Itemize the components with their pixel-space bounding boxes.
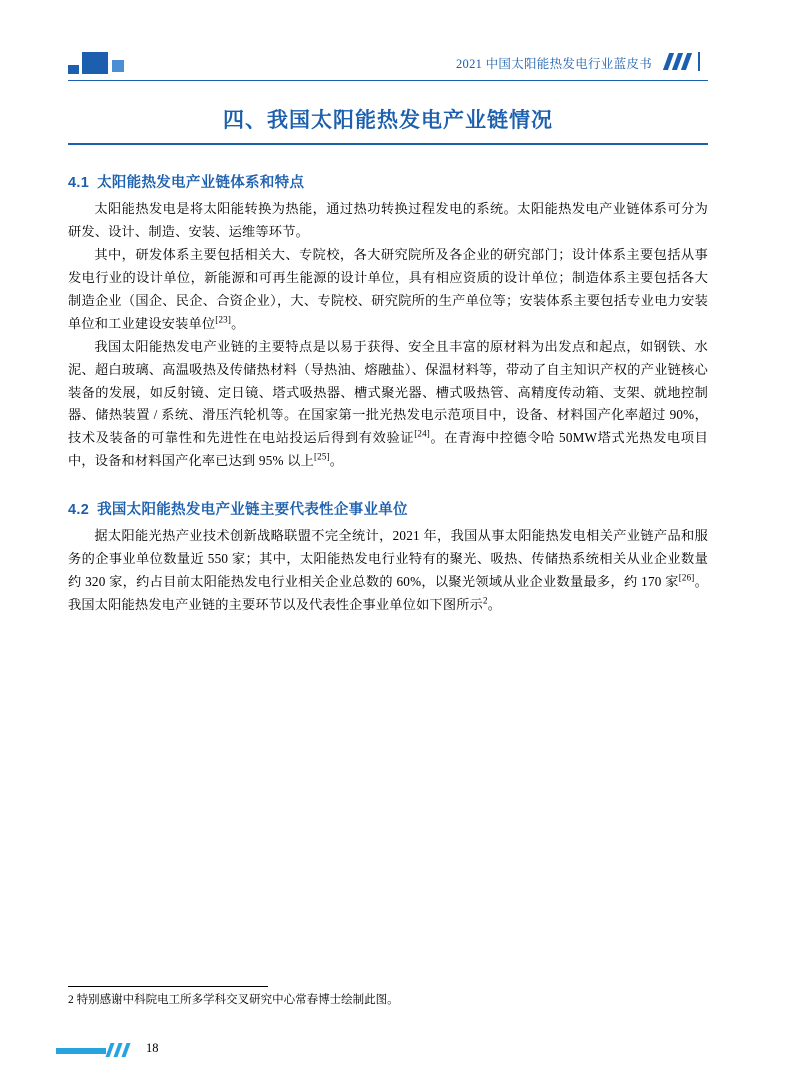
footer-bar-icon — [56, 1048, 106, 1054]
section-number-4-2: 4.2 — [68, 502, 90, 519]
paragraph-4-1-3 — [68, 336, 708, 472]
footer-stripes-icon — [108, 1043, 142, 1057]
paragraph-4-2-1-text2: 。我国太阳能热发电产业链的主要环节以及代表性企事业单位如下图所示 — [68, 573, 708, 612]
paragraph-4-1-3-tail: 。 — [329, 452, 344, 468]
header-title: 2021 中国太阳能热发电行业蓝皮书 — [455, 57, 652, 71]
footnote-divider — [68, 986, 268, 987]
footnote-text: 2 特别感谢中科院电工所多学科交叉研究中心常春博士绘制此图。 — [68, 994, 399, 1006]
stripe — [121, 1043, 130, 1057]
section-title-4-1: 太阳能热发电产业链体系和特点 — [97, 175, 305, 191]
header-stripes-icon — [664, 53, 708, 70]
header-logo-mark — [68, 52, 138, 74]
section-title-4-2: 我国太阳能热发电产业链主要代表性企事业单位 — [97, 502, 408, 519]
paragraph-4-1-2-text: 其中，研发体系主要包括相关大、专院校，各大研究院所及各企业的研究部门；设计体系主要包括从事发电行业的设计单位，新能源和可再生能源的设计单位，具有相应资质的设计单位；制造体系主要包括各大制造企业（国企、民企、合资企业），大、专院校、研究院所的生产单位等；安装体系主要包括专业电力安装单位和工业建设安装单位 — [68, 247, 708, 331]
stripe-bar — [698, 52, 700, 71]
footnote-ref-26: [26] — [678, 572, 695, 583]
paragraph-4-1-2-tail: 。 — [231, 315, 245, 331]
paragraph-4-1-2 — [68, 244, 708, 335]
section-heading-4-2 — [68, 498, 708, 519]
logo-square-light — [112, 60, 124, 72]
paragraph-4-1-3-mid: 。在青海中控德令哈 50MW — [430, 430, 598, 446]
stripe — [681, 53, 692, 70]
page-footer — [56, 1042, 256, 1062]
page-header — [68, 48, 708, 80]
paragraph-4-2-1-tail: 。 — [487, 596, 502, 612]
footnote-ref-25: [25] — [313, 451, 330, 462]
footnote-ref-24: [24] — [414, 428, 430, 439]
logo-square-large — [82, 52, 108, 74]
chapter-title: 四、我国太阳能热发电产业链情况 — [68, 104, 708, 145]
page-content — [68, 92, 708, 617]
logo-square-small — [68, 65, 79, 74]
header-divider — [68, 80, 708, 81]
section-heading-4-1 — [68, 171, 708, 192]
footnote-ref-2: 2 — [483, 595, 488, 606]
section-number-4-1: 4.1 — [68, 175, 90, 191]
paragraph-4-2-1-text: 据太阳能光热产业技术创新战略联盟不完全统计，2021 年，我国从事太阳能热发电相关产业链产品和服务的企事业单位数量近 550 家；其中，太阳能热发电行业特有的聚光、吸热、传储热系统相关从业企业数量约 320 家，约占目前太阳能热发电行业相关企业总数的 60%，以聚光领域从业企业数量最多，约 170 家 — [68, 528, 708, 589]
paragraph-4-1-3-text: 我国太阳能热发电产业链的主要特点是以易于获得、安全且丰富的原材料为出发点和起点，如钢铁、水泥、超白玻璃、高温吸热及传储热材料（导热油、熔融盐）、保温材料等，带动了自主知识产权的产业链核心装备的发展，如反射镜、定日镜、塔式吸热器、槽式聚光器、槽式吸热管、高精度传动箱、支架、就地控制器、储热装置 / 系统、滑压汽轮机等。在国家第一批光热发电示范项目中，设备、材料国产化率超过 90%，技术及装备的可靠性和先进性在电站投运后得到有效验证 — [68, 339, 708, 446]
paragraph-4-1-3-text2: 塔式光热发电项目中，设备和材料国产化率已达到 95% 以上 — [68, 430, 709, 468]
paragraph-4-1-1: 太阳能热发电是将太阳能转换为热能，通过热功转换过程发电的系统。太阳能热发电产业链体系可分为研发、设计、制造、安装、运维等环节。 — [68, 201, 708, 239]
footnote-ref-23: [23] — [215, 314, 232, 325]
paragraph-4-2-1 — [68, 525, 708, 616]
page-number: 18 — [146, 1041, 159, 1055]
